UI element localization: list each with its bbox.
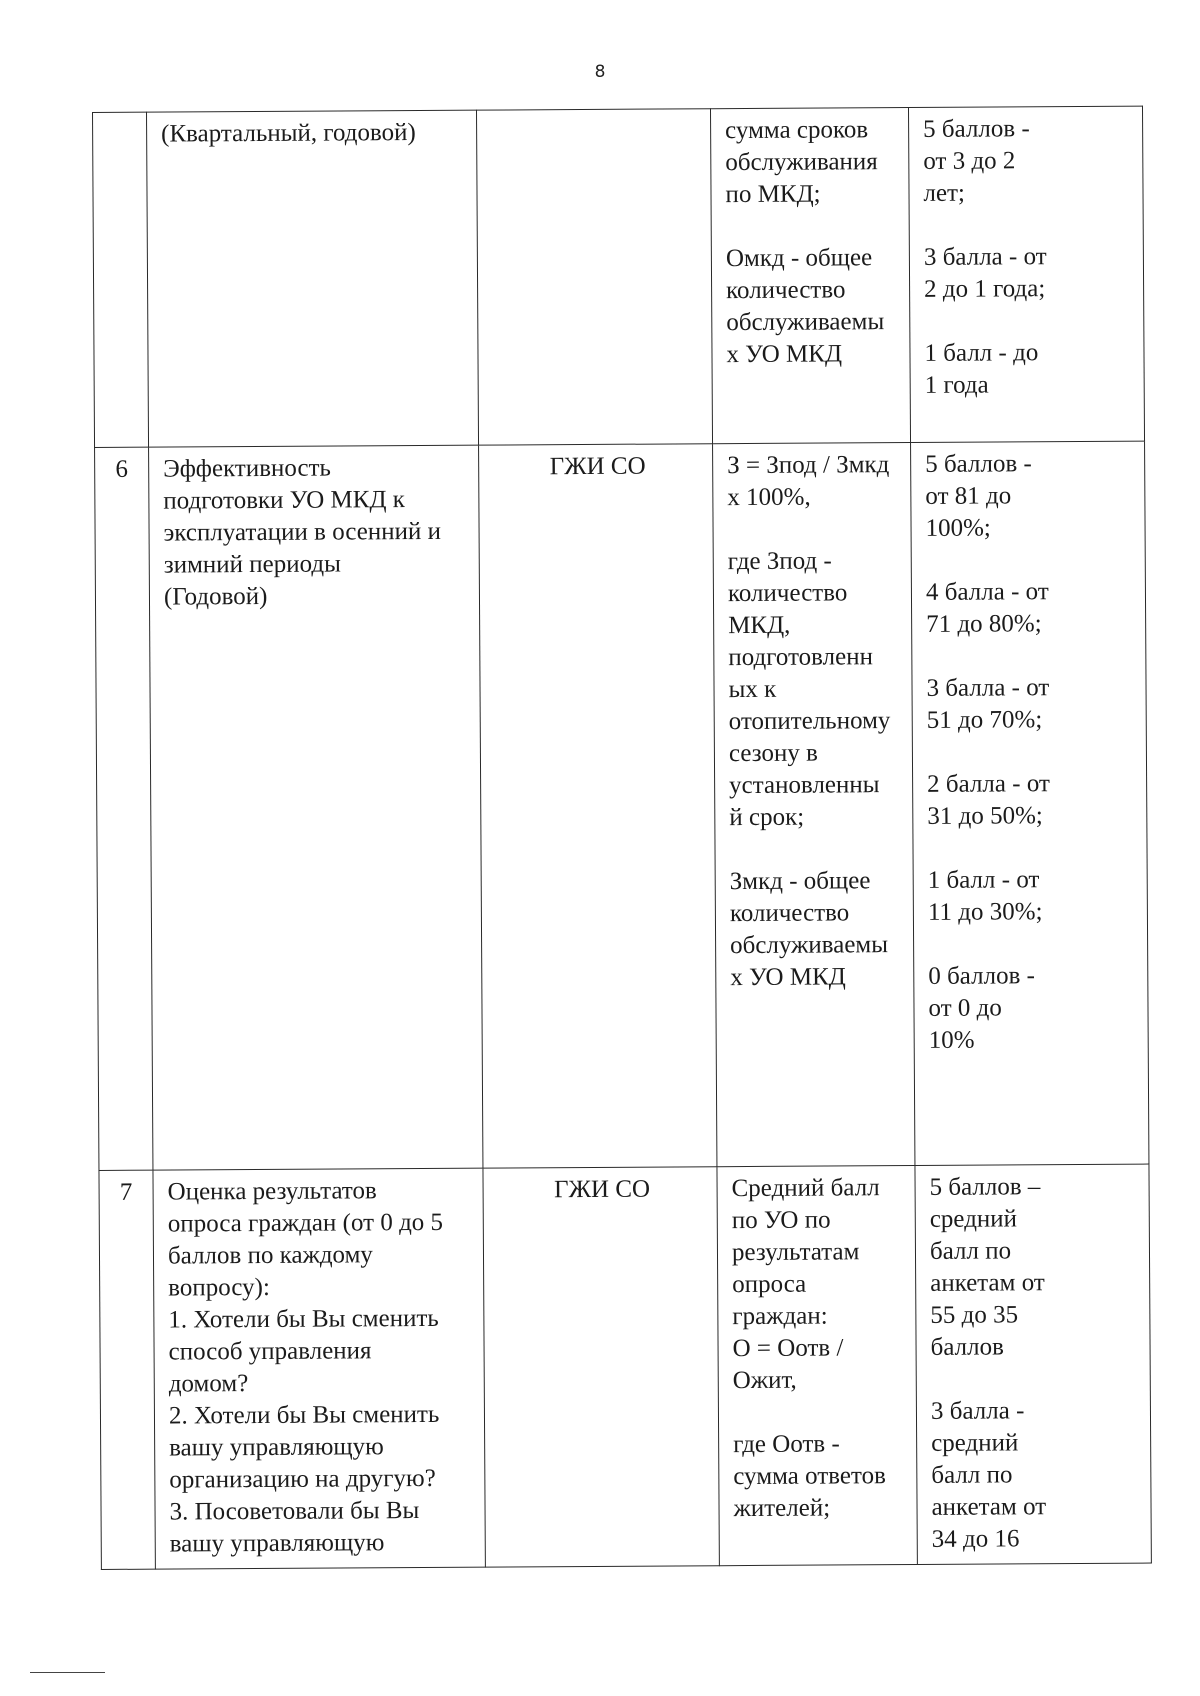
text-line: 4 балла - от xyxy=(925,578,1049,606)
text-line: Средний балл xyxy=(731,1174,880,1203)
line-gap xyxy=(927,736,1136,769)
formula-cell xyxy=(713,443,915,1167)
text-line: (Годовой) xyxy=(163,582,268,611)
text-line: 5 баллов - xyxy=(925,450,1032,478)
text-line: анкетам от xyxy=(931,1493,1047,1521)
text-line: способ управления xyxy=(168,1337,372,1366)
text-line: Оценка результатов xyxy=(167,1177,377,1206)
text-line: граждан: xyxy=(732,1302,828,1331)
text-line: баллов по каждому xyxy=(167,1241,373,1270)
text-line: зимний периоды xyxy=(163,550,341,579)
text-line: домом? xyxy=(168,1370,249,1398)
table-row xyxy=(95,441,1149,1170)
text-line: отопительному xyxy=(728,707,891,736)
source-cell: ГЖИ СО xyxy=(483,1167,719,1567)
line-gap xyxy=(726,210,899,243)
text-line: 0 баллов - xyxy=(928,962,1036,990)
text-line: балл по xyxy=(929,1237,1012,1265)
footnote-separator xyxy=(30,1672,105,1673)
text-line: вопросу): xyxy=(168,1273,270,1302)
text-line: (Квартальный, годовой) xyxy=(161,119,416,148)
text-line: 71 до 80%; xyxy=(926,610,1042,638)
text-line: количество xyxy=(726,276,846,305)
text-line: 3. Посоветовали бы Вы xyxy=(169,1497,420,1526)
text-line: количество xyxy=(727,579,848,608)
line-gap xyxy=(927,832,1136,865)
text-line: сумма сроков xyxy=(725,116,869,145)
text-line: 34 до 16 xyxy=(931,1525,1020,1553)
text-line: х УО МКД xyxy=(730,963,846,992)
text-line: 2. Хотели бы Вы сменить xyxy=(168,1400,440,1430)
line-gap xyxy=(733,1396,906,1429)
line-gap xyxy=(727,513,900,546)
text-line: 11 до 30%; xyxy=(927,898,1043,926)
row-number-cell: 6 xyxy=(95,447,153,1170)
table-row xyxy=(93,106,1145,447)
scores-cell xyxy=(908,106,1144,442)
text-line: обслуживаемы xyxy=(730,931,889,960)
text-line: балл по xyxy=(931,1461,1013,1489)
text-line: от 3 до 2 xyxy=(923,147,1016,175)
line-gap xyxy=(924,209,1133,242)
line-gap xyxy=(729,833,902,866)
text-line: й срок; xyxy=(729,803,805,832)
text-line: вашу управляющую xyxy=(169,1529,385,1558)
text-line: ых к xyxy=(728,675,777,704)
text-line: сумма ответов xyxy=(733,1462,886,1491)
text-line: обслуживания xyxy=(725,148,878,177)
text-line: 5 баллов – xyxy=(929,1173,1041,1201)
page-number: 8 xyxy=(594,62,606,82)
text-line: установленны xyxy=(729,771,880,800)
table-row xyxy=(99,1164,1151,1569)
indicator-cell xyxy=(153,1168,485,1569)
text-line: 3 балла - от xyxy=(926,674,1050,702)
text-line: 1 балл - от xyxy=(927,866,1040,894)
text-line: Змкд - общее xyxy=(729,867,871,896)
text-line: 2 балла - от xyxy=(927,770,1050,798)
scores-cell xyxy=(911,441,1149,1165)
text-line: 1 года xyxy=(924,371,989,399)
text-line: 5 баллов - xyxy=(923,115,1030,143)
text-line: 1. Хотели бы Вы сменить xyxy=(168,1304,439,1334)
text-line: 2 до 1 года; xyxy=(924,275,1046,303)
text-line: 31 до 50%; xyxy=(927,802,1043,830)
text-line: по МКД; xyxy=(725,180,821,209)
text-line: по УО по xyxy=(731,1206,831,1235)
row-number-cell xyxy=(93,112,149,447)
source-cell: ГЖИ СО xyxy=(479,444,717,1168)
text-line: опроса граждан (от 0 до 5 xyxy=(167,1208,444,1238)
line-gap xyxy=(928,928,1137,961)
formula-cell xyxy=(710,108,910,444)
line-gap xyxy=(926,544,1135,577)
text-line: х 100%, xyxy=(727,483,811,512)
text-line: от 0 до xyxy=(928,994,1002,1022)
text-line: Эффективность xyxy=(163,454,331,483)
text-line: 51 до 70%; xyxy=(926,706,1043,734)
text-line: 3 балла - от xyxy=(923,243,1047,271)
text-line: обслуживаемы xyxy=(726,308,885,337)
criteria-table xyxy=(92,106,1152,1570)
text-line: лет; xyxy=(923,179,966,207)
text-line: средний xyxy=(929,1205,1018,1233)
text-line: средний xyxy=(931,1429,1019,1457)
text-line: подготовленн xyxy=(728,643,874,672)
text-line: баллов xyxy=(930,1333,1004,1361)
text-line: подготовки УО МКД к xyxy=(163,486,405,515)
text-line: организацию на другую? xyxy=(169,1464,436,1494)
source-cell xyxy=(476,109,712,445)
text-line: 100%; xyxy=(925,514,991,542)
scores-cell xyxy=(915,1164,1151,1564)
line-gap xyxy=(931,1363,1140,1396)
text-line: Омкд - общее xyxy=(725,244,873,273)
formula-cell xyxy=(717,1165,917,1565)
text-line: О = Оотв / xyxy=(732,1334,844,1363)
text-line: анкетам от xyxy=(930,1269,1045,1297)
row-number-cell: 7 xyxy=(99,1170,155,1569)
text-line: 1 балл - до xyxy=(924,339,1039,367)
indicator-cell xyxy=(147,110,479,447)
text-line: где Зпод - xyxy=(727,547,832,576)
text-line: МКД, xyxy=(728,611,791,640)
text-line: количество xyxy=(729,899,850,928)
text-line: сезону в xyxy=(728,739,818,768)
text-line: эксплуатации в осенний и xyxy=(163,517,442,547)
text-line: где Оотв - xyxy=(733,1430,840,1459)
text-line: х УО МКД xyxy=(726,340,843,369)
line-gap xyxy=(926,640,1135,673)
indicator-cell xyxy=(149,445,483,1170)
text-line: 10% xyxy=(928,1026,975,1054)
text-line: от 81 до xyxy=(925,482,1012,510)
text-line: 3 балла - xyxy=(930,1397,1025,1425)
text-line: Ожит, xyxy=(732,1366,797,1395)
text-line: З = Зпод / Змкд xyxy=(727,451,890,480)
text-line: вашу управляющую xyxy=(169,1433,384,1462)
text-line: опроса xyxy=(732,1270,807,1299)
text-line: результатам xyxy=(731,1238,860,1267)
text-line: жителей; xyxy=(733,1494,831,1523)
line-gap xyxy=(924,305,1133,338)
text-line: 55 до 35 xyxy=(930,1301,1019,1329)
